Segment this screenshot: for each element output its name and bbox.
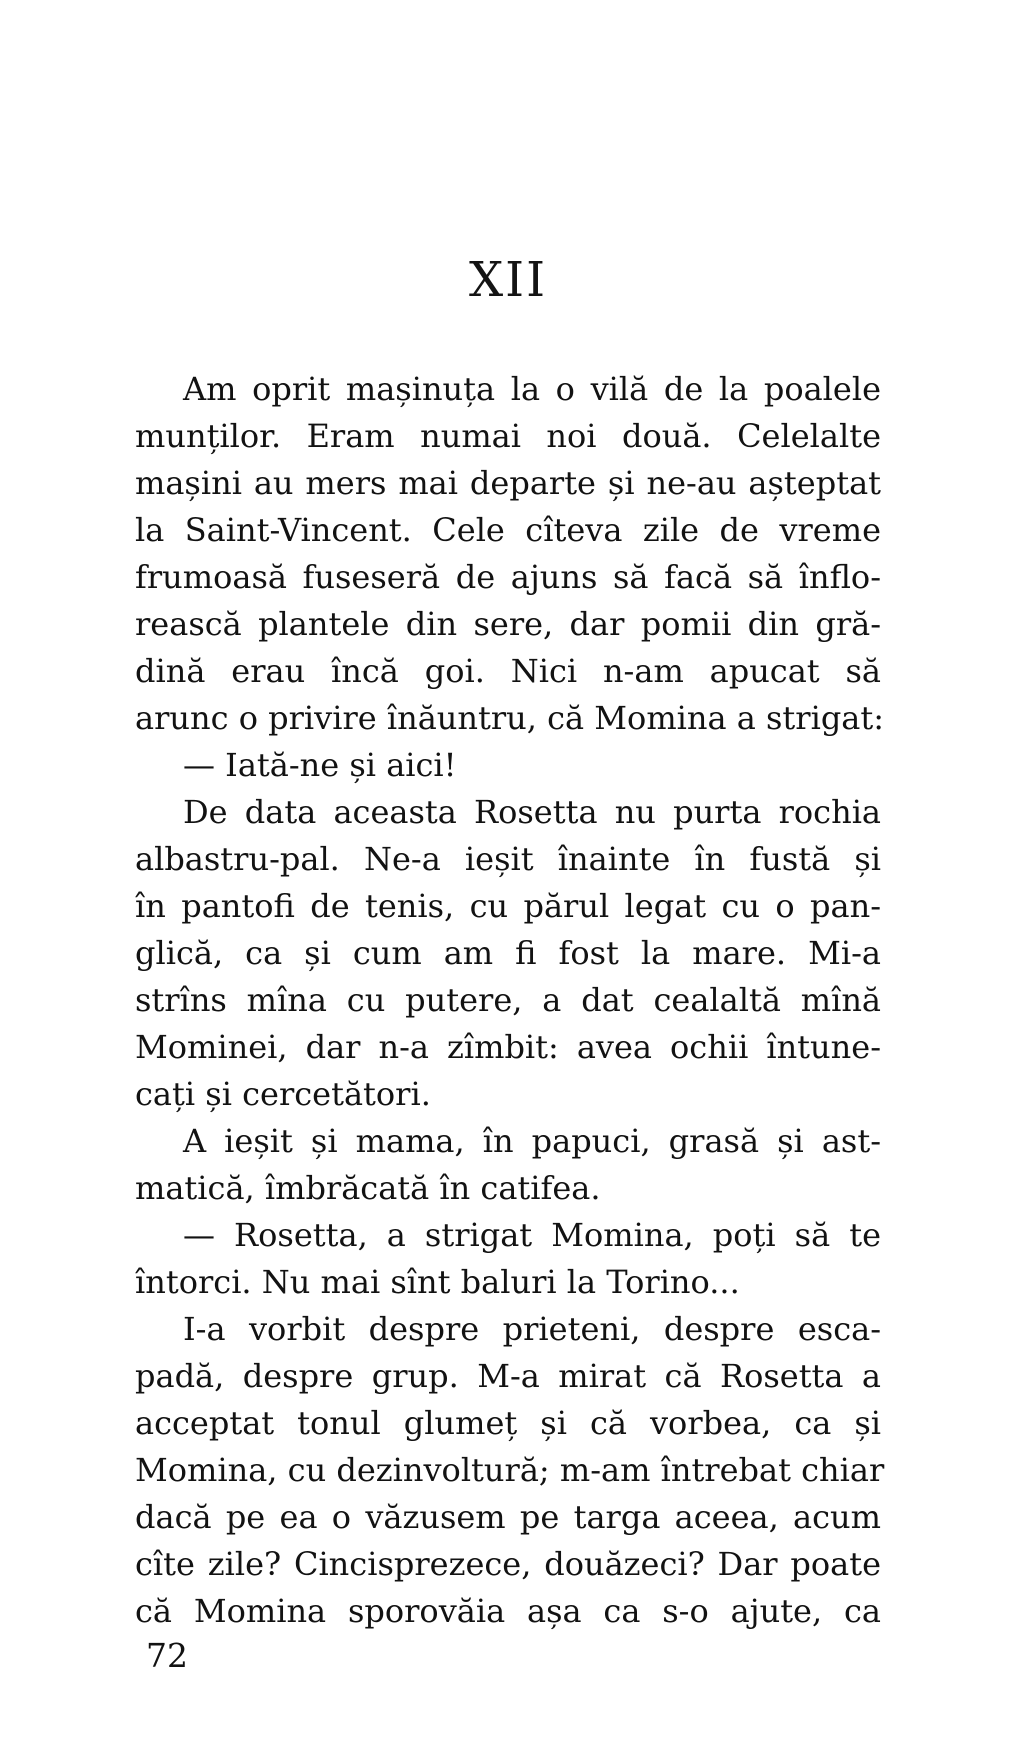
text-line: munților. Eram numai noi două. Celelalte <box>135 417 881 455</box>
text-line: mașini au mers mai departe și ne-au așteptat <box>135 464 881 502</box>
text-line: Am oprit mașinuța la o vilă de la poalele <box>183 370 881 408</box>
text-column <box>135 366 885 1635</box>
text-line: dină erau încă goi. Nici n-am apucat să <box>135 652 881 690</box>
text-line: A ieșit și mama, în papuci, grasă și ast- <box>183 1122 881 1160</box>
text-line: acceptat tonul glumeț și că vorbea, ca și <box>135 1404 881 1442</box>
text-line-dialogue: — Iată-ne și aici! <box>183 746 457 784</box>
text-line: Mominei, dar n-a zîmbit: avea ochii întune- <box>135 1028 881 1066</box>
text-line: frumoasă fuseseră de ajuns să facă să înflo- <box>135 558 881 596</box>
text-line: în pantofi de tenis, cu părul legat cu o pan- <box>135 887 881 925</box>
text-line: întorci. Nu mai sînt baluri la Torino... <box>135 1263 740 1301</box>
text-line: arunc o privire înăuntru, că Momina a strigat: <box>135 699 885 737</box>
text-line: padă, despre grup. M-a mirat că Rosetta a <box>135 1357 881 1395</box>
page-number: 72 <box>146 1636 188 1675</box>
text-line: rească plantele din sere, dar pomii din gră- <box>135 605 881 643</box>
text-line: albastru-pal. Ne-a ieșit înainte în fustă și <box>135 840 881 878</box>
text-line: strîns mîna cu putere, a dat cealaltă mînă <box>135 981 881 1019</box>
text-line: cîte zile? Cincisprezece, douăzeci? Dar poate <box>135 1545 881 1583</box>
text-line: cați și cercetători. <box>135 1075 431 1113</box>
text-line: dacă pe ea o văzusem pe targa aceea, acum <box>135 1498 881 1536</box>
text-line: I-a vorbit despre prieteni, despre esca- <box>183 1310 881 1348</box>
text-line: că Momina sporovăia așa ca s-o ajute, ca <box>135 1592 881 1630</box>
text-line: la Saint-Vincent. Cele cîteva zile de vreme <box>135 511 881 549</box>
chapter-heading: XII <box>468 252 548 308</box>
text-line-dialogue: — Rosetta, a strigat Momina, poți să te <box>183 1216 881 1254</box>
text-line: Momina, cu dezinvoltură; m-am întrebat chiar <box>135 1451 885 1489</box>
text-line: matică, îmbrăcată în catifea. <box>135 1169 601 1207</box>
text-line: De data aceasta Rosetta nu purta rochia <box>183 793 881 831</box>
text-line: glică, ca și cum am fi fost la mare. Mi-a <box>135 934 881 972</box>
